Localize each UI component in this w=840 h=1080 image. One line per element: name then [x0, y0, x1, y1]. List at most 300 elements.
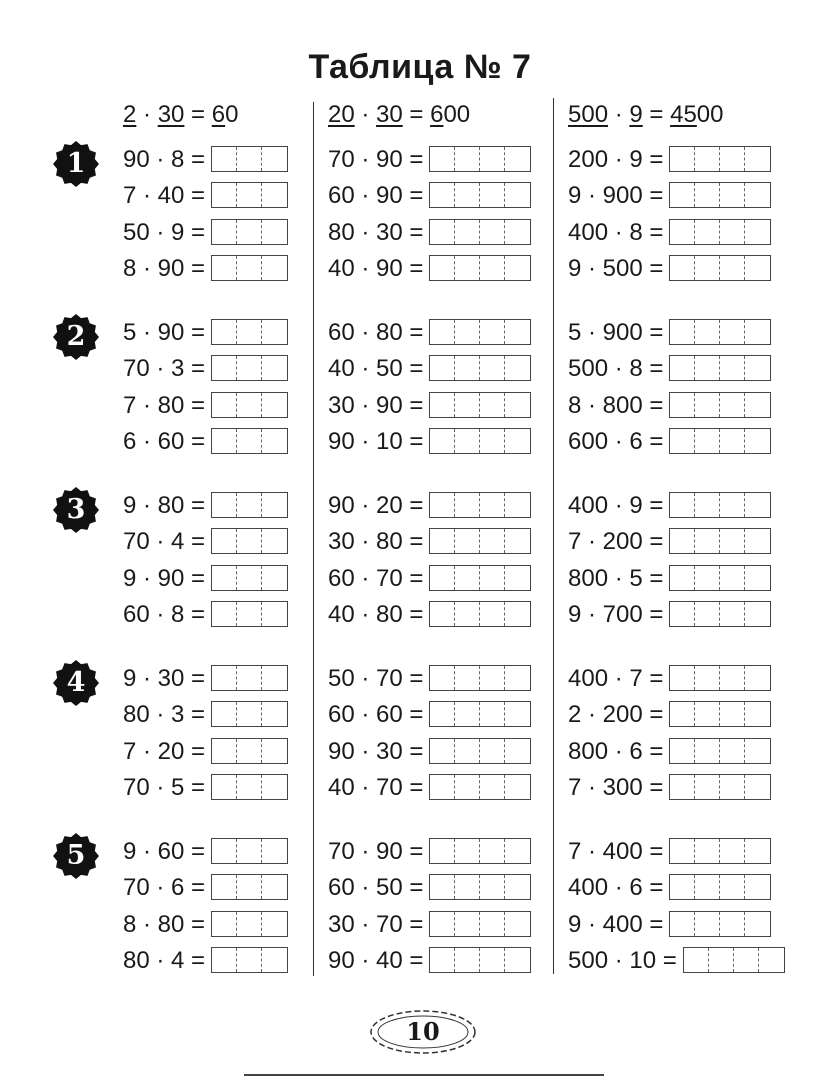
answer-digit-cell[interactable]: [237, 839, 262, 863]
answer-digit-cell[interactable]: [455, 602, 480, 626]
answer-digit-cell[interactable]: [237, 775, 262, 799]
answer-boxes[interactable]: [669, 565, 771, 591]
answer-boxes[interactable]: [211, 947, 288, 973]
answer-digit-cell[interactable]: [262, 702, 287, 726]
answer-digit-cell[interactable]: [480, 912, 505, 936]
answer-digit-cell[interactable]: [430, 839, 455, 863]
answer-boxes[interactable]: [669, 911, 771, 937]
answer-digit-cell[interactable]: [695, 566, 720, 590]
answer-digit-cell[interactable]: [695, 666, 720, 690]
answer-boxes[interactable]: [211, 665, 288, 691]
answer-digit-cell[interactable]: [695, 875, 720, 899]
answer-digit-cell[interactable]: [237, 875, 262, 899]
answer-digit-cell[interactable]: [695, 429, 720, 453]
answer-digit-cell[interactable]: [430, 320, 455, 344]
answer-digit-cell[interactable]: [695, 839, 720, 863]
answer-digit-cell[interactable]: [455, 702, 480, 726]
answer-digit-cell[interactable]: [430, 602, 455, 626]
answer-digit-cell[interactable]: [745, 393, 770, 417]
answer-boxes[interactable]: [211, 355, 288, 381]
answer-digit-cell[interactable]: [262, 775, 287, 799]
answer-digit-cell[interactable]: [670, 875, 695, 899]
answer-digit-cell[interactable]: [262, 602, 287, 626]
answer-digit-cell[interactable]: [505, 875, 530, 899]
answer-boxes[interactable]: [669, 665, 771, 691]
answer-digit-cell[interactable]: [212, 948, 237, 972]
answer-digit-cell[interactable]: [212, 356, 237, 380]
answer-digit-cell[interactable]: [720, 256, 745, 280]
answer-digit-cell[interactable]: [455, 493, 480, 517]
answer-digit-cell[interactable]: [430, 875, 455, 899]
answer-digit-cell[interactable]: [720, 666, 745, 690]
page-number: 10: [406, 1017, 440, 1046]
answer-boxes[interactable]: [669, 601, 771, 627]
answer-boxes[interactable]: [669, 319, 771, 345]
answer-digit-cell[interactable]: [480, 875, 505, 899]
answer-digit-cell[interactable]: [505, 948, 530, 972]
answer-digit-cell[interactable]: [237, 256, 262, 280]
answer-boxes[interactable]: [211, 219, 288, 245]
answer-digit-cell[interactable]: [480, 183, 505, 207]
answer-digit-cell[interactable]: [262, 493, 287, 517]
answer-digit-cell[interactable]: [237, 429, 262, 453]
answer-digit-cell[interactable]: [670, 529, 695, 553]
answer-digit-cell[interactable]: [720, 429, 745, 453]
answer-boxes[interactable]: [429, 838, 531, 864]
answer-digit-cell[interactable]: [237, 529, 262, 553]
equation-expression: 50 · 70 =: [328, 664, 424, 692]
exercise-number-badge: [53, 660, 99, 706]
answer-boxes[interactable]: [211, 182, 288, 208]
answer-digit-cell[interactable]: [455, 948, 480, 972]
equation-row: [123, 427, 288, 457]
example-part: =: [184, 101, 212, 128]
answer-digit-cell[interactable]: [262, 948, 287, 972]
answer-digit-cell[interactable]: [695, 702, 720, 726]
answer-digit-cell[interactable]: [720, 566, 745, 590]
answer-digit-cell[interactable]: [430, 566, 455, 590]
answer-digit-cell[interactable]: [455, 912, 480, 936]
answer-digit-cell[interactable]: [720, 529, 745, 553]
answer-digit-cell[interactable]: [480, 429, 505, 453]
answer-boxes[interactable]: [669, 774, 771, 800]
answer-digit-cell[interactable]: [212, 775, 237, 799]
answer-digit-cell[interactable]: [720, 320, 745, 344]
answer-digit-cell[interactable]: [430, 183, 455, 207]
answer-boxes[interactable]: [211, 255, 288, 281]
answer-boxes[interactable]: [429, 874, 531, 900]
answer-boxes[interactable]: [429, 565, 531, 591]
answer-boxes[interactable]: [669, 355, 771, 381]
answer-digit-cell[interactable]: [505, 912, 530, 936]
answer-digit-cell[interactable]: [695, 356, 720, 380]
answer-digit-cell[interactable]: [212, 183, 237, 207]
equation-row: [568, 427, 771, 457]
answer-digit-cell[interactable]: [262, 393, 287, 417]
answer-boxes[interactable]: [211, 738, 288, 764]
answer-digit-cell[interactable]: [720, 839, 745, 863]
answer-digit-cell[interactable]: [212, 839, 237, 863]
answer-digit-cell[interactable]: [720, 775, 745, 799]
answer-digit-cell[interactable]: [745, 220, 770, 244]
answer-boxes[interactable]: [429, 947, 531, 973]
answer-digit-cell[interactable]: [505, 493, 530, 517]
answer-boxes[interactable]: [669, 182, 771, 208]
answer-digit-cell[interactable]: [212, 666, 237, 690]
answer-digit-cell[interactable]: [262, 183, 287, 207]
answer-digit-cell[interactable]: [262, 739, 287, 763]
answer-digit-cell[interactable]: [505, 566, 530, 590]
answer-digit-cell[interactable]: [720, 875, 745, 899]
answer-digit-cell[interactable]: [430, 912, 455, 936]
answer-digit-cell[interactable]: [455, 666, 480, 690]
answer-digit-cell[interactable]: [720, 702, 745, 726]
answer-boxes[interactable]: [429, 774, 531, 800]
answer-boxes[interactable]: [669, 838, 771, 864]
answer-boxes[interactable]: [429, 911, 531, 937]
answer-digit-cell[interactable]: [237, 220, 262, 244]
answer-digit-cell[interactable]: [455, 393, 480, 417]
answer-digit-cell[interactable]: [745, 602, 770, 626]
answer-digit-cell[interactable]: [745, 702, 770, 726]
equation-row: [123, 600, 288, 630]
answer-digit-cell[interactable]: [212, 320, 237, 344]
answer-digit-cell[interactable]: [720, 493, 745, 517]
answer-digit-cell[interactable]: [237, 183, 262, 207]
answer-digit-cell[interactable]: [237, 493, 262, 517]
answer-digit-cell[interactable]: [670, 356, 695, 380]
answer-digit-cell[interactable]: [670, 566, 695, 590]
answer-digit-cell[interactable]: [212, 493, 237, 517]
answer-digit-cell[interactable]: [212, 529, 237, 553]
answer-digit-cell[interactable]: [480, 529, 505, 553]
answer-digit-cell[interactable]: [505, 775, 530, 799]
answer-boxes[interactable]: [211, 428, 288, 454]
equation-expression: 2 · 200 =: [568, 701, 664, 729]
answer-boxes[interactable]: [669, 738, 771, 764]
answer-digit-cell[interactable]: [505, 839, 530, 863]
answer-digit-cell[interactable]: [745, 147, 770, 171]
answer-boxes[interactable]: [429, 528, 531, 554]
answer-digit-cell[interactable]: [745, 493, 770, 517]
answer-digit-cell[interactable]: [505, 220, 530, 244]
answer-digit-cell[interactable]: [262, 429, 287, 453]
answer-digit-cell[interactable]: [745, 566, 770, 590]
answer-boxes[interactable]: [669, 701, 771, 727]
answer-boxes[interactable]: [211, 601, 288, 627]
example-part: 0: [225, 101, 239, 128]
answer-digit-cell[interactable]: [480, 839, 505, 863]
answer-boxes[interactable]: [211, 528, 288, 554]
answer-digit-cell[interactable]: [670, 320, 695, 344]
answer-digit-cell[interactable]: [237, 739, 262, 763]
answer-digit-cell[interactable]: [670, 666, 695, 690]
answer-digit-cell[interactable]: [670, 393, 695, 417]
answer-digit-cell[interactable]: [695, 147, 720, 171]
answer-digit-cell[interactable]: [455, 147, 480, 171]
answer-digit-cell[interactable]: [212, 739, 237, 763]
answer-digit-cell[interactable]: [480, 393, 505, 417]
answer-digit-cell[interactable]: [262, 912, 287, 936]
answer-digit-cell[interactable]: [670, 602, 695, 626]
equation-expression: 70 · 5 =: [123, 774, 206, 802]
answer-digit-cell[interactable]: [212, 256, 237, 280]
answer-digit-cell[interactable]: [670, 429, 695, 453]
answer-digit-cell[interactable]: [720, 912, 745, 936]
answer-boxes[interactable]: [211, 874, 288, 900]
answer-digit-cell[interactable]: [505, 739, 530, 763]
answer-digit-cell[interactable]: [695, 739, 720, 763]
answer-digit-cell[interactable]: [212, 702, 237, 726]
answer-digit-cell[interactable]: [262, 220, 287, 244]
answer-digit-cell[interactable]: [505, 320, 530, 344]
answer-digit-cell[interactable]: [670, 183, 695, 207]
equation-expression: 90 · 10 =: [328, 428, 424, 456]
answer-digit-cell[interactable]: [262, 875, 287, 899]
answer-boxes[interactable]: [429, 601, 531, 627]
answer-boxes[interactable]: [211, 565, 288, 591]
answer-digit-cell[interactable]: [670, 739, 695, 763]
equation-row: [328, 181, 531, 211]
answer-digit-cell[interactable]: [670, 912, 695, 936]
equation-row: [328, 490, 531, 520]
answer-boxes[interactable]: [429, 428, 531, 454]
answer-boxes[interactable]: [669, 874, 771, 900]
answer-digit-cell[interactable]: [480, 666, 505, 690]
answer-boxes[interactable]: [669, 492, 771, 518]
answer-digit-cell[interactable]: [695, 602, 720, 626]
answer-digit-cell[interactable]: [480, 948, 505, 972]
equation-row: [123, 836, 288, 866]
answer-digit-cell[interactable]: [695, 183, 720, 207]
exercise-number: 5: [66, 840, 86, 871]
answer-digit-cell[interactable]: [212, 147, 237, 171]
answer-digit-cell[interactable]: [262, 256, 287, 280]
answer-digit-cell[interactable]: [455, 875, 480, 899]
answer-digit-cell[interactable]: [455, 429, 480, 453]
answer-digit-cell[interactable]: [455, 320, 480, 344]
answer-digit-cell[interactable]: [212, 429, 237, 453]
answer-boxes[interactable]: [683, 947, 785, 973]
answer-digit-cell[interactable]: [695, 220, 720, 244]
answer-boxes[interactable]: [429, 738, 531, 764]
answer-digit-cell[interactable]: [480, 566, 505, 590]
answer-digit-cell[interactable]: [430, 739, 455, 763]
answer-digit-cell[interactable]: [455, 775, 480, 799]
answer-digit-cell[interactable]: [720, 220, 745, 244]
answer-boxes[interactable]: [211, 319, 288, 345]
answer-boxes[interactable]: [211, 392, 288, 418]
answer-digit-cell[interactable]: [237, 147, 262, 171]
answer-digit-cell[interactable]: [505, 356, 530, 380]
answer-boxes[interactable]: [429, 665, 531, 691]
answer-digit-cell[interactable]: [262, 566, 287, 590]
answer-digit-cell[interactable]: [430, 948, 455, 972]
answer-digit-cell[interactable]: [455, 220, 480, 244]
answer-digit-cell[interactable]: [745, 429, 770, 453]
answer-digit-cell[interactable]: [455, 839, 480, 863]
answer-boxes[interactable]: [429, 492, 531, 518]
answer-digit-cell[interactable]: [212, 875, 237, 899]
answer-digit-cell[interactable]: [480, 739, 505, 763]
answer-digit-cell[interactable]: [237, 320, 262, 344]
answer-digit-cell[interactable]: [262, 666, 287, 690]
answer-digit-cell[interactable]: [212, 566, 237, 590]
answer-digit-cell[interactable]: [455, 183, 480, 207]
answer-digit-cell[interactable]: [745, 256, 770, 280]
answer-boxes[interactable]: [669, 146, 771, 172]
answer-digit-cell[interactable]: [695, 493, 720, 517]
answer-digit-cell[interactable]: [455, 356, 480, 380]
equation-row: [123, 663, 288, 693]
answer-digit-cell[interactable]: [262, 356, 287, 380]
answer-digit-cell[interactable]: [745, 775, 770, 799]
answer-boxes[interactable]: [211, 146, 288, 172]
answer-boxes[interactable]: [429, 219, 531, 245]
answer-digit-cell[interactable]: [480, 220, 505, 244]
answer-digit-cell[interactable]: [262, 320, 287, 344]
answer-digit-cell[interactable]: [430, 220, 455, 244]
answer-digit-cell[interactable]: [720, 147, 745, 171]
answer-digit-cell[interactable]: [695, 912, 720, 936]
answer-digit-cell[interactable]: [695, 775, 720, 799]
answer-digit-cell[interactable]: [480, 320, 505, 344]
answer-digit-cell[interactable]: [430, 702, 455, 726]
answer-boxes[interactable]: [669, 428, 771, 454]
answer-digit-cell[interactable]: [237, 566, 262, 590]
answer-boxes[interactable]: [211, 774, 288, 800]
answer-digit-cell[interactable]: [430, 393, 455, 417]
answer-boxes[interactable]: [429, 319, 531, 345]
answer-digit-cell[interactable]: [212, 602, 237, 626]
answer-digit-cell[interactable]: [745, 529, 770, 553]
answer-digit-cell[interactable]: [720, 602, 745, 626]
answer-boxes[interactable]: [211, 701, 288, 727]
answer-digit-cell[interactable]: [505, 147, 530, 171]
answer-digit-cell[interactable]: [237, 702, 262, 726]
answer-digit-cell[interactable]: [670, 493, 695, 517]
answer-digit-cell[interactable]: [480, 702, 505, 726]
answer-digit-cell[interactable]: [480, 775, 505, 799]
answer-digit-cell[interactable]: [480, 256, 505, 280]
answer-digit-cell[interactable]: [430, 356, 455, 380]
answer-boxes[interactable]: [669, 219, 771, 245]
answer-digit-cell[interactable]: [455, 256, 480, 280]
answer-boxes[interactable]: [669, 392, 771, 418]
answer-digit-cell[interactable]: [745, 739, 770, 763]
answer-boxes[interactable]: [429, 392, 531, 418]
equation-row: [123, 181, 288, 211]
answer-digit-cell[interactable]: [430, 775, 455, 799]
answer-digit-cell[interactable]: [430, 493, 455, 517]
answer-digit-cell[interactable]: [745, 839, 770, 863]
answer-digit-cell[interactable]: [237, 393, 262, 417]
answer-boxes[interactable]: [429, 701, 531, 727]
answer-digit-cell[interactable]: [670, 702, 695, 726]
answer-digit-cell[interactable]: [505, 256, 530, 280]
answer-boxes[interactable]: [429, 146, 531, 172]
equation-expression: 60 · 80 =: [328, 318, 424, 346]
answer-digit-cell[interactable]: [670, 256, 695, 280]
answer-boxes[interactable]: [669, 528, 771, 554]
answer-boxes[interactable]: [211, 911, 288, 937]
answer-digit-cell[interactable]: [430, 256, 455, 280]
answer-digit-cell[interactable]: [212, 220, 237, 244]
answer-digit-cell[interactable]: [745, 875, 770, 899]
answer-digit-cell[interactable]: [262, 839, 287, 863]
answer-boxes[interactable]: [429, 355, 531, 381]
answer-digit-cell[interactable]: [455, 739, 480, 763]
answer-digit-cell[interactable]: [430, 529, 455, 553]
answer-digit-cell[interactable]: [237, 356, 262, 380]
answer-digit-cell[interactable]: [455, 529, 480, 553]
answer-digit-cell[interactable]: [695, 256, 720, 280]
answer-digit-cell[interactable]: [505, 529, 530, 553]
answer-digit-cell[interactable]: [695, 320, 720, 344]
answer-boxes[interactable]: [211, 492, 288, 518]
answer-digit-cell[interactable]: [480, 493, 505, 517]
answer-digit-cell[interactable]: [745, 912, 770, 936]
answer-digit-cell[interactable]: [505, 183, 530, 207]
answer-boxes[interactable]: [669, 255, 771, 281]
answer-digit-cell[interactable]: [212, 912, 237, 936]
answer-digit-cell[interactable]: [430, 147, 455, 171]
answer-digit-cell[interactable]: [505, 702, 530, 726]
answer-digit-cell[interactable]: [720, 183, 745, 207]
answer-digit-cell[interactable]: [745, 183, 770, 207]
answer-digit-cell[interactable]: [505, 393, 530, 417]
answer-digit-cell[interactable]: [480, 356, 505, 380]
answer-digit-cell[interactable]: [734, 948, 759, 972]
answer-boxes[interactable]: [211, 838, 288, 864]
answer-digit-cell[interactable]: [720, 356, 745, 380]
answer-digit-cell[interactable]: [695, 529, 720, 553]
answer-digit-cell[interactable]: [670, 147, 695, 171]
answer-digit-cell[interactable]: [237, 912, 262, 936]
equation-expression: 60 · 70 =: [328, 564, 424, 592]
equation-row: [123, 773, 288, 803]
answer-digit-cell[interactable]: [505, 666, 530, 690]
answer-digit-cell[interactable]: [505, 429, 530, 453]
answer-digit-cell[interactable]: [670, 839, 695, 863]
answer-digit-cell[interactable]: [262, 147, 287, 171]
answer-digit-cell[interactable]: [262, 529, 287, 553]
answer-digit-cell[interactable]: [670, 220, 695, 244]
answer-boxes[interactable]: [429, 255, 531, 281]
answer-digit-cell[interactable]: [237, 666, 262, 690]
answer-digit-cell[interactable]: [709, 948, 734, 972]
answer-digit-cell[interactable]: [505, 602, 530, 626]
answer-digit-cell[interactable]: [670, 775, 695, 799]
answer-digit-cell[interactable]: [720, 393, 745, 417]
answer-digit-cell[interactable]: [745, 356, 770, 380]
answer-digit-cell[interactable]: [759, 948, 784, 972]
answer-digit-cell[interactable]: [480, 147, 505, 171]
answer-digit-cell[interactable]: [745, 666, 770, 690]
answer-digit-cell[interactable]: [430, 429, 455, 453]
answer-digit-cell[interactable]: [745, 320, 770, 344]
answer-boxes[interactable]: [429, 182, 531, 208]
answer-digit-cell[interactable]: [480, 602, 505, 626]
answer-digit-cell[interactable]: [695, 393, 720, 417]
answer-digit-cell[interactable]: [237, 602, 262, 626]
answer-digit-cell[interactable]: [430, 666, 455, 690]
answer-digit-cell[interactable]: [237, 948, 262, 972]
answer-digit-cell[interactable]: [720, 739, 745, 763]
answer-digit-cell[interactable]: [455, 566, 480, 590]
answer-digit-cell[interactable]: [684, 948, 709, 972]
answer-digit-cell[interactable]: [212, 393, 237, 417]
